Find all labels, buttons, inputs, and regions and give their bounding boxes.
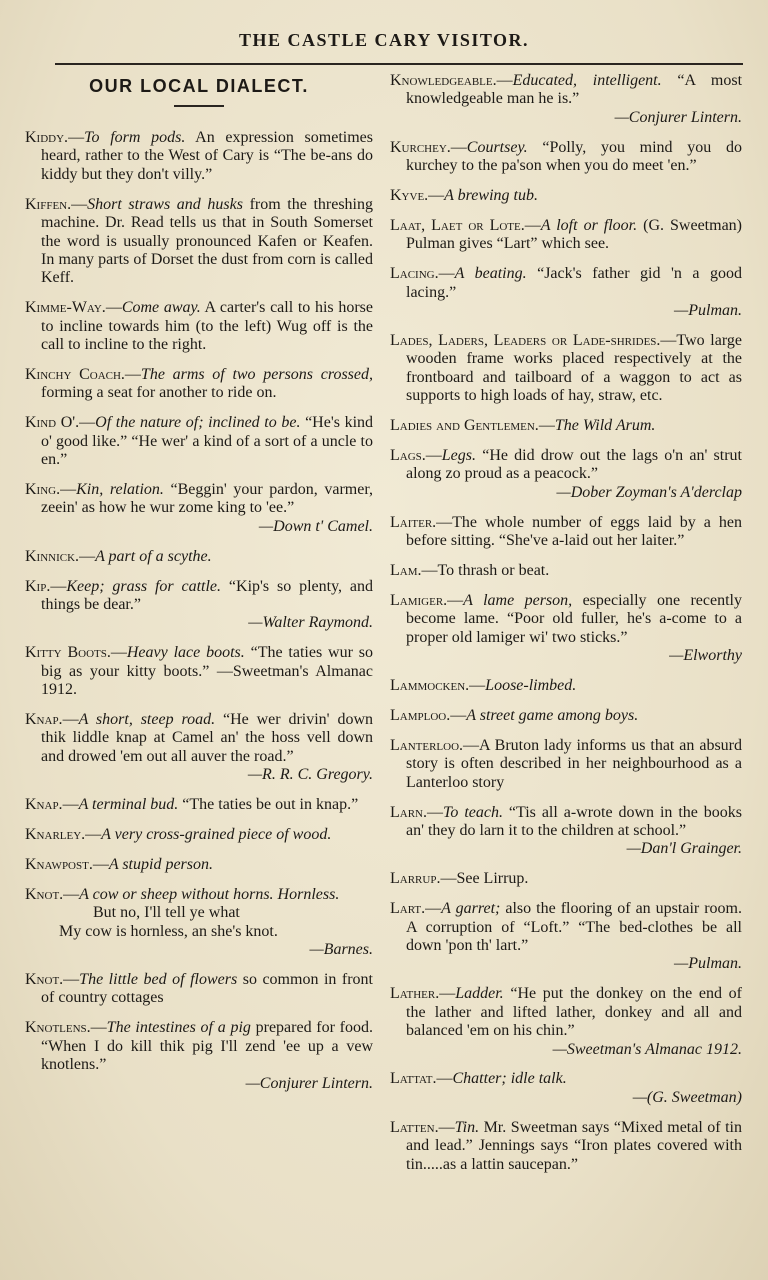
dictionary-entry: Kiffen.—Short straws and husks from the threshing machine. Dr. Read tells us that in South Somerset the word is usually pronounced Kafen or Keafen. In many parts of Dorset the dust from corn is called Keff. (25, 195, 373, 287)
entry-text: “A most knowledgeable man he is.” (406, 72, 743, 108)
definition: Kin, relation. (76, 481, 164, 498)
definition: A garret; (441, 900, 501, 918)
entry-text: “He did drow out the lags o'n an' strut along zo proud as a peacock.” (406, 447, 742, 483)
entry-text: so common in front of country cottages (41, 971, 373, 1007)
headword: Knot. (25, 885, 64, 903)
headword: Larrup. (390, 870, 441, 888)
dictionary-entry: Lamiger.—A lame person, especially one recently become lame. “Poor old fuller, he's a-come to a proper old lamiger wi' two sticks.” —Elworthy (390, 591, 743, 665)
dictionary-entry: Laiter.—The whole number of eggs laid by a hen before sitting. “She've a-laid out her laiter.” (390, 513, 742, 550)
definition: Heavy lace boots. (126, 644, 245, 662)
entry-text: A carter's call to his horse to incline towards him (to the left) Wug off is the call to incline to the right. (41, 299, 374, 354)
entry-text: “He put the donkey on the end of the lather and lifted lather, donkey and all and balanced 'em on his chin.” (406, 985, 742, 1040)
headword: Laiter. (390, 513, 437, 531)
definition: A brewing tub. (444, 187, 538, 205)
headword: Lamiger. (390, 591, 448, 609)
section-title: OUR LOCAL DIALECT. (89, 76, 309, 96)
definition: To teach. (443, 803, 503, 821)
dictionary-entry: Knowledgeable.—Educated, intelligent. “A most knowledgeable man he is.” —Conjurer Lintern. (390, 72, 743, 126)
headword: Knawpost. (25, 856, 93, 873)
entry-text: A Bruton lady informs us that an absurd story is often described in her neighbourhood as a Lanterloo story (406, 736, 742, 791)
headword: Knowledgeable. (390, 72, 497, 89)
entry-text: “Beggin' your pardon, varmer, zeein' as how he wur zome king to 'ee.” (41, 481, 374, 517)
headword: Kurchey. (390, 138, 451, 156)
entry-text: An expression sometimes heard, rather to the West of Cary is “The be-ans do kiddy but they don't villy.” (41, 129, 373, 183)
headword: Kyve. (390, 187, 429, 205)
headword: Lart. (390, 900, 426, 918)
dictionary-entry: Kind O'.—Of the nature of; inclined to be. “He's kind o' good like.” “He wer' a kind of a sort of a uncle to en.” (25, 414, 374, 469)
headword: Knap. (25, 711, 63, 729)
headword: Knot. (25, 971, 64, 989)
dictionary-entry: Knot.—The little bed of flowers so common in front of country cottages (25, 971, 373, 1007)
entry-text: especially one recently become lame. “Poor old fuller, he's a-come to a proper old lamiger wi' two sticks.” (406, 591, 743, 646)
headword: Laat, Laet or Lote. (390, 216, 525, 234)
definition: A street game among boys. (466, 706, 639, 724)
left-column (25, 72, 373, 1104)
title-rule (174, 105, 224, 107)
dictionary-entry: Kimme-Way.—Come away. A carter's call to his horse to incline towards him (to the left) Wug off is the call to incline to the right. (25, 299, 374, 354)
dictionary-entry: Knarley.—A very cross-grained piece of wood. (25, 826, 332, 844)
entry-text: “Tis all a-wrote down in the books an' they do larn it to the children at school.” (406, 803, 743, 839)
dictionary-entry: Latten.—Tin. Mr. Sweetman says “Mixed metal of tin and lead.” Jennings says “Iron plates covered with tin.....as a lattin saucepan.” (390, 1118, 742, 1173)
dictionary-entry: Knap.—A short, steep road. “He wer drivin' down thik liddle knap at Camel an' the hoss vell down and drowed 'em out all auver the road.” —R. R. C. Gregory. (25, 711, 374, 784)
dictionary-entry: Lam.—To thrash or beat. (390, 562, 550, 580)
entry-text: (G. Sweetman) Pulman gives “Lart” which see. (406, 216, 742, 253)
entry-text: See Lirrup. (456, 870, 529, 888)
definition: A lame person, (463, 591, 573, 609)
dictionary-entry: Laat, Laet or Lote.—A loft or floor. (G. Sweetman) Pulman gives “Lart” which see. (390, 216, 742, 253)
dictionary-entry: Lattat.—Chatter; idle talk. —(G. Sweetman) (390, 1070, 742, 1106)
entry-text: “He wer drivin' down thik liddle knap at Camel an' the hoss vell down and drowed 'em out all auver the road.” (41, 711, 374, 765)
dictionary-entry: Lather.—Ladder. “He put the donkey on the end of the lather and lifted lather, donkey and all and balanced 'em on his chin.” —Sweetman's Almanac 1912. (390, 985, 742, 1058)
right-column (390, 72, 742, 1186)
entry-text: To thrash or beat. (437, 562, 550, 580)
headword: Knotlens. (25, 1019, 91, 1037)
citation-source: —Dan'l Grainger. (626, 840, 742, 858)
citation-source: —Elworthy (669, 647, 742, 665)
entry-text: “He's kind o' good like.” “He wer' a kind of a sort of a uncle to en.” (41, 414, 374, 469)
headword: Lattat. (390, 1070, 437, 1088)
dictionary-entry: Lart.—A garret; also the flooring of an upstair room. A corruption of “Loft.” “The bed-clothes be all down 'pon th' lart.” —Pulman. (390, 900, 743, 973)
definition: A stupid person. (108, 856, 213, 873)
dictionary-entry: Knot.—A cow or sheep without horns. Hornless. But no, I'll tell ye what My cow is hornless, an she's knot. —Barnes. (25, 885, 373, 959)
dictionary-entry: Larrup.—See Lirrup. (390, 870, 529, 888)
dictionary-entry: Knawpost.—A stupid person. (25, 856, 213, 873)
entry-text: “Kip's so plenty, and things be dear.” (41, 577, 374, 614)
entry-text: “Jack's father gid 'n a good lacing.” (406, 265, 742, 301)
dictionary-entry: Lanterloo.—A Bruton lady informs us that an absurd story is often described in her neighbourhood as a Lanterloo story (390, 736, 742, 791)
dictionary-entry: Lamploo.—A street game among boys. (390, 706, 639, 724)
dictionary-entry: Kurchey.—Courtsey. “Polly, you mind you do kurchey to the pa'son when you do meet 'en.” (390, 138, 742, 175)
headword: Kinnick. (25, 547, 80, 565)
definition: A beating. (454, 265, 527, 283)
dictionary-entry: Kinchy Coach.—The arms of two persons crossed, forming a seat for another to ride on. (25, 365, 373, 402)
definition: A loft or floor. (540, 216, 638, 234)
definition: A very cross-grained piece of wood. (101, 826, 332, 844)
dictionary-entry: Lags.—Legs. “He did drow out the lags o'n an' strut along zo proud as a peacock.” —Dober Zoyman's A'derclap (390, 447, 742, 501)
headword: Latten. (390, 1118, 439, 1136)
headword: Lammocken. (390, 677, 470, 695)
verse-line: But no, I'll tell ye what (93, 904, 240, 922)
dictionary-entry: Larn.—To teach. “Tis all a-wrote down in the books an' they do larn it to the children at school.” —Dan'l Grainger. (390, 803, 743, 858)
dictionary-entry: Knotlens.—The intestines of a pig prepared for food. “When I do kill thik pig I'll zend 'ee up a vew knotlens.” —Conjurer Lintern. (25, 1019, 373, 1092)
citation-source: —Walter Raymond. (248, 614, 373, 632)
header-rule (55, 63, 743, 65)
definition: Tin. (454, 1118, 480, 1136)
citation-source: —Dober Zoyman's A'derclap (556, 483, 742, 501)
definition: Educated, intelligent. (512, 72, 662, 89)
left-entry-list (25, 129, 373, 1093)
entry-text: forming a seat for another to ride on. (41, 384, 277, 402)
dictionary-entry: Kinnick.—A part of a scythe. (25, 547, 212, 565)
definition: Keep; grass for cattle. (66, 577, 222, 595)
dictionary-entry: Kyve.—A brewing tub. (390, 187, 538, 205)
definition: The arms of two persons crossed, (140, 365, 373, 383)
entry-text: “The taties wur so big as your kitty boots.” —Sweetman's Almanac 1912. (41, 644, 374, 699)
headword: Lags. (390, 447, 426, 464)
definition: Loose-limbed. (485, 677, 577, 695)
headword: Kinchy Coach. (25, 365, 125, 383)
citation-source: —Conjurer Lintern. (614, 108, 742, 126)
definition: A cow or sheep without horns. Hornless. (79, 885, 340, 903)
running-head: THE CASTLE CARY VISITOR. (238, 30, 530, 50)
headword: Kiffen. (25, 195, 72, 213)
dictionary-entry: Lammocken.—Loose-limbed. (390, 677, 577, 695)
headword: Knarley. (25, 826, 86, 844)
definition: Come away. (121, 299, 201, 317)
entry-text: Mr. Sweetman says “Mixed metal of tin and lead.” Jennings says “Iron plates covered with tin.....as a lattin saucepan.” (406, 1118, 742, 1173)
dictionary-entry: Ladies and Gentlemen.—The Wild Arum. (390, 417, 656, 435)
citation-source: —Down t' Camel. (258, 517, 373, 535)
headword: Larn. (390, 803, 427, 821)
definition: Ladder. (455, 985, 504, 1003)
dictionary-entry: Lades, Laders, Leaders or Lade-shrides.—Two large wooden frame works placed respectively at the frontboard and tailboard of a waggon to act as supports to high loads of hay, straw, etc. (390, 331, 742, 405)
dictionary-entry: Kip.—Keep; grass for cattle. “Kip's so plenty, and things be dear.” —Walter Raymond. (25, 577, 374, 632)
headword: Kind O'. (25, 414, 80, 432)
dictionary-entry: Kitty Boots.—Heavy lace boots. “The taties wur so big as your kitty boots.” —Sweetman's Almanac 1912. (25, 644, 374, 699)
dictionary-entry: King.—Kin, relation. “Beggin' your pardon, varmer, zeein' as how he wur zome king to 'ee.” —Down t' Camel. (25, 481, 374, 535)
definition: A terminal bud. (78, 796, 179, 814)
headword: Kiddy. (25, 129, 69, 146)
headword: Kimme-Way. (25, 299, 106, 317)
entry-text: The whole number of eggs laid by a hen before sitting. “She've a-laid out her laiter.” (406, 513, 742, 550)
definition: Legs. (441, 447, 477, 464)
citation-source: —Pulman. (674, 955, 742, 973)
headword: Lades, Laders, Leaders or Lade-shrides. (390, 331, 661, 349)
right-entry-list (390, 72, 742, 1174)
entry-text: prepared for food. “When I do kill thik pig I'll zend 'ee up a vew knotlens.” (41, 1019, 373, 1074)
headword: Knap. (25, 796, 63, 814)
headword: Lacing. (390, 265, 439, 283)
definition: To form pods. (84, 129, 186, 146)
citation-source: —(G. Sweetman) (632, 1088, 742, 1106)
definition: A short, steep road. (78, 711, 216, 729)
definition: Courtsey. (466, 138, 528, 156)
entry-text: also the flooring of an upstair room. A corruption of “Loft.” “The bed-clothes be all down 'pon th' lart.” (406, 900, 743, 955)
headword: Kip. (25, 577, 51, 595)
headword: Ladies and Gentlemen. (390, 417, 539, 435)
citation-source: —Sweetman's Almanac 1912. (552, 1040, 742, 1058)
headword: Lam. (390, 562, 422, 580)
headword: Lamploo. (390, 706, 451, 724)
definition: Of the nature of; inclined to be. (95, 414, 301, 432)
citation-source: —Barnes. (309, 941, 373, 959)
headword: Kitty Boots. (25, 644, 111, 662)
citation-source: —Pulman. (674, 302, 742, 320)
headword: King. (25, 481, 61, 498)
dictionary-entry: Kiddy.—To form pods. An expression sometimes heard, rather to the West of Cary is “The be-ans do kiddy but they don't villy.” (25, 129, 373, 183)
definition: The intestines of a pig (106, 1019, 251, 1037)
definition: Chatter; idle talk. (452, 1070, 567, 1088)
entry-text: Two large wooden frame works placed respectively at the frontboard and tailboard of a waggon to act as supports to high loads of hay, straw, etc. (406, 331, 742, 405)
headword: Lather. (390, 985, 440, 1003)
definition: The Wild Arum. (554, 417, 656, 435)
verse-line: My cow is hornless, an she's knot. (59, 922, 278, 940)
dictionary-entry: Knap.—A terminal bud. “The taties be out in knap.” (25, 796, 359, 814)
dictionary-entry: Lacing.—A beating. “Jack's father gid 'n a good lacing.” —Pulman. (390, 265, 742, 320)
definition: A part of a scythe. (95, 547, 212, 565)
entry-text: “Polly, you mind you do kurchey to the pa'son when you do meet 'en.” (406, 138, 742, 175)
entry-text: from the threshing machine. Dr. Read tells us that in South Somerset the word is usually pronounced Kafen or Keafen. In many parts of Dorset the dust from corn is called Keff. (41, 195, 373, 287)
headword: Lanterloo. (390, 736, 464, 754)
entry-text: “The taties be out in knap.” (178, 796, 359, 814)
definition: The little bed of flowers (79, 971, 238, 989)
citation-source: —R. R. C. Gregory. (247, 766, 373, 784)
citation-source: —Conjurer Lintern. (245, 1074, 373, 1092)
definition: Short straws and husks (87, 195, 243, 213)
